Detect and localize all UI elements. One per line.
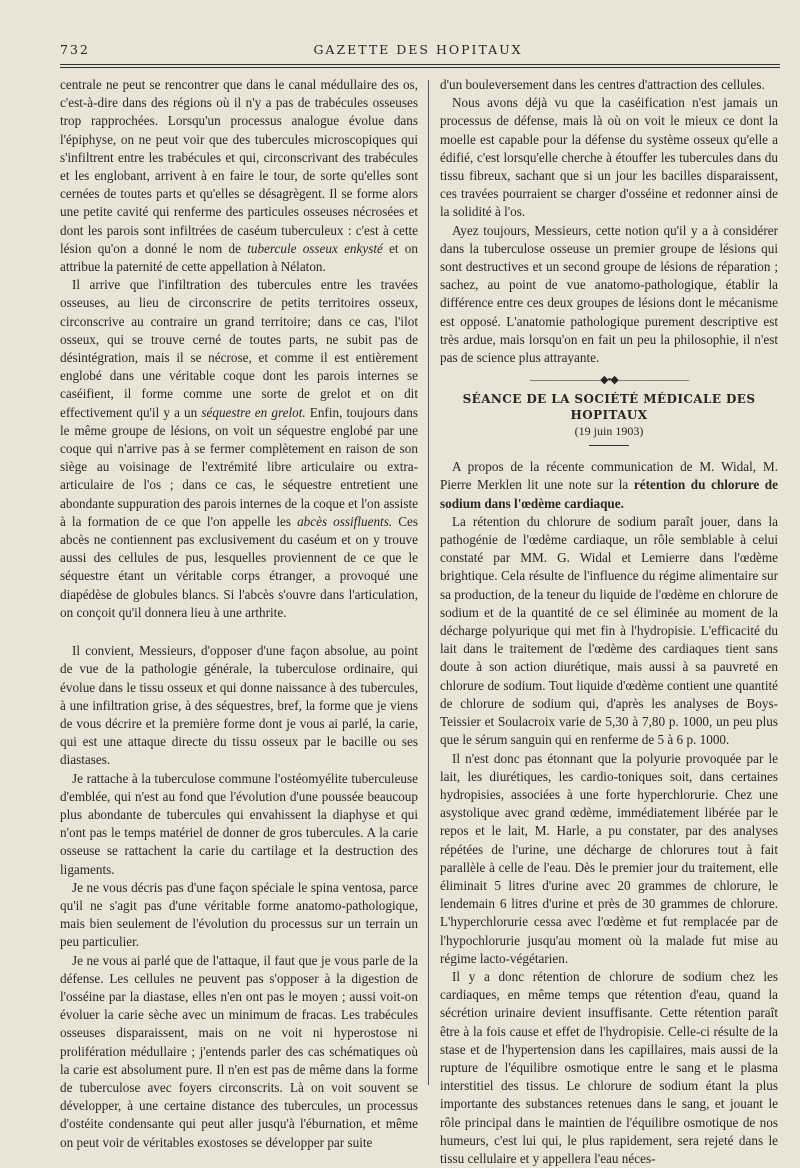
section-title: SÉANCE DE LA SOCIÉTÉ MÉDICALE DES HOPITAUX [462,392,756,423]
page-number: 732 [60,42,90,57]
short-divider [589,445,629,446]
paragraph: Nous avons déjà vu que la caséification n'est jamais un processus de défense, mais là où on voit le mieux ce dont la moelle est capable pour la défense du système osseux qu'elle a édifié, c'est lorsqu'elle cherche à étouffer les tubercules dans du tissu fibreux, sachant que si un jour les bacilles disparaissent, ces travées pourraient se charger d'osséine et redonner ainsi de la solidité à l'os. [440,95,778,220]
page-header [60,42,776,62]
section-ornament: ———————◆•◆——————— [530,374,688,387]
text-run: Enfin, toujours dans le même groupe de lésions, on voit un séquestre englobé par une coque qui n'arrive pas à se fermer complètement en raison de son siège au voisinage de l'extrémité libre articulaire ou extra-articulaire de l'os ; dans ce cas, le séquestre entretient une abondante suppuration des parois internes de la coque et l'on assiste à la formation de ce que l'on appelle les [60,404,419,529]
paragraph: Je rattache à la tuberculose commune l'ostéomyélite tuberculeuse d'emblée, qui n'est au fond que l'évolution d'une poussée beaucoup plus abondante de tubercules qui envahissent la diaphyse et qui n'ont pas le temps matériel de donner de gros tubercules. A la carie osseuse se rattachent la carie du cartilage et la destruction des ligaments. [60,770,418,877]
paragraph: Il y a donc rétention de chlorure de sodium chez les cardiaques, en même temps que rétention d'eau, quand la sécrétion urinaire devient insuffisante. Cette rétention paraît être à la fois cause et effet de l'hydropisie. Celle-ci résulte de la stase et de l'hypertension dans les capillaires, mais aussi de la rupture de l'équilibre osmotique entre le sang et le plasma interstitiel des tissus. Le chlorure de sodium étant la plus importante des substances retenues dans le sang, et jouant le rôle principal dans le maintien de l'équilibre osmotique de nos humeurs, c'est lui qui, le plus rapidement, sera rejeté dans le tissu cellulaire et y appellera l'eau néces- [440,968,778,1166]
italic-term: séquestre en grelot. [201,404,306,420]
text-run: Ces abcès ne contiennent pas exclusivement du caséum et on y trouve aussi des cellules de pus, lesquelles proviennent de ce que le séquestre étant un véritable corps étranger, a provoqué une diapédèse de globules blancs. Si l'abcès s'ouvre dans l'articulation, on conçoit qu'il donnera lieu à une arthrite. [60,513,418,620]
paragraph [60,276,418,622]
right-column [440,76,778,1168]
paragraph: Ayez toujours, Messieurs, cette notion qu'il y a à considérer dans la tuberculose osseuse un premier groupe de lésions qui sont destructives et un second groupe de lésions de réparation ; sachez, au point de vue anatomo-pathologique, établir la différence entre ces deux groupes de lésions dont le mécanisme est opposé. L'anatomie pathologique purement descriptive est très ardue, mais lorsqu'on en fait un peu la philosophie, il n'est pas de science plus attrayante. [440,222,778,366]
paragraph: La rétention du chlorure de sodium paraît jouer, dans la pathogénie de l'œdème cardiaque, un rôle semblable à celui constaté par MM. G. Widal et Lemierre dans l'œdème brightique. Cela résulte de l'influence du régime alimentaire sur sa production, de la teneur du liquide de l'œdème en chlorure de sodium et de la quantité de ce sel éliminée au moment de la décharge polyurique qui met fin à l'hydropisie. L'efficacité du lait dans le traitement de l'œdème des cardiaques tient sans doute à son action diurétique, mais aussi à sa pauvreté en chlorure de sodium. Tout liquide d'œdème contient une quantité de chlorure de sodium qui, d'après les analyses de Boys-Teissier et Soulacroix varie de 5,30 à 7,80 p. 1000, un peu plus que le sérum sanguin qui en renferme de 5 à 6 p. 1000. [440,513,778,748]
paragraph [440,458,778,513]
header-rule-bottom [60,67,780,68]
section-date: (19 juin 1903) [574,424,644,439]
paragraph: Il n'est donc pas étonnant que la polyurie provoquée par le lait, les diurétiques, les cardio-toniques soit, dans certaines hydropisies, associées à une forte hyperchlorurie. Chez une asystolique avec grand œdème, immédiatement libérée par le repos et le lait, M. Harle, a pu constater, par des analyses répétées de l'urine, une décharge de chlorures tout à fait parallèle à celle de l'eau. Dès le premier jour du traitement, elle éliminait 5 litres d'urine avec 20 grammes de chlorure, le lendemain 6 litres d'urine et près de 30 grammes de chlorure. L'hyperchlorurie cessa avec l'œdème et fut remplacée par de l'hypochlorurie jusqu'au moment où la malade fut mise au régime lacto-végétarien. [440,750,778,966]
text-run: et on attribue la paternité de cette appellation à Nélaton. [60,240,418,275]
journal-title: GAZETTE DES HOPITAUX [313,42,523,57]
column-divider [428,80,429,1085]
text-run: centrale ne peut se rencontrer que dans le canal médullaire des os, c'est-à-dire dans des régions où il n'y a pas de trabécules osseuses trop rapprochées. Lorsqu'un processus analogue évolue dans l'épiphyse, on ne peut voir que des tubercules microscopiques qui s'infiltrent entre les trabécules et qui, circonscrivant des trabécules et les englobant, arrivent à en faire le tour, de sorte qu'elles sont cernées de toutes parts et qu'elles se désagrègent. Il se forme alors une petite cavité qui renferme des particules osseuses nécrosées et dont les parois sont infiltrées de caséum tuberculeux : c'est à cette lésion qu'on a donné le nom de [60,77,418,256]
header-rule-top [60,64,780,65]
paragraph: Il convient, Messieurs, d'opposer d'une façon absolue, au point de vue de la pathologie générale, la tuberculose ordinaire, qui évolue dans le tissu osseux et qui donne naissance à des tubercules, à une infiltration grise, à des séquestres, bref, la forme que je viens de vous décrire et la première forme dont je vous ai parlé, la carie, qui est une attaque directe du tissu osseux par le bacille ou ses diastases. [60,643,418,768]
paragraph: d'un bouleversement dans les centres d'attraction des cellules. [440,77,765,92]
paragraph: Je ne vous décris pas d'une façon spéciale le spina ventosa, parce qu'il ne s'agit pas d'une véritable forme anatomo-pathologique, mais bien seulement de l'évolution du processus sur un terrain un peu particulier. [60,879,418,950]
italic-term: tubercule osseux enkysté [247,240,383,256]
paragraph: Je ne vous ai parlé que de l'attaque, il faut que je vous parle de la défense. Les cellules ne peuvent pas s'opposer à la digestion de l'osséine par la diastase, elles n'en ont pas le moyen ; aussi voit-on évoluer la carie sèche avec un minimum de fracas. Les trabécules osseuses disparaissent, mais on ne voit ni hyperostose ni prolifération médullaire ; j'entends parler des cas schématiques où la carie est absolument pure. Il n'en est pas de même dans la forme de tuberculose avec foyers circonscrits. Là on voit souvent se développer, à une certaine distance des tubercules, un processus d'ostéite condensante qui peut aller jusqu'à l'éburnation, et même on peut voir de véritables exostoses se développer par suite [60,952,418,1150]
paragraph [60,76,418,276]
text-run: Il arrive que l'infiltration des tubercules entre les travées osseuses, au lieu de circonscrire de petits territoires osseux, circonscrive au contraire un grand territoire; dans ce cas, l'ilot osseux, qui se trouve cerné de toutes parts, ne subit pas de désintégration, mais il se nécrose, et comme il est entièrement englobé dans une véritable coque dont les parois internes se caséifient, il forme comme une sorte de grelot et on dit effectivement qu'il y a un [60,277,418,420]
text-run: A propos de la récente communication de M. Widal, M. Pierre Merklen lit une note sur la [440,459,778,493]
bold-topic: rétention du chlorure de sodium dans l'œdème cardiaque. [440,477,778,511]
left-column [60,76,418,1152]
italic-term: abcès ossifluents. [297,513,393,529]
